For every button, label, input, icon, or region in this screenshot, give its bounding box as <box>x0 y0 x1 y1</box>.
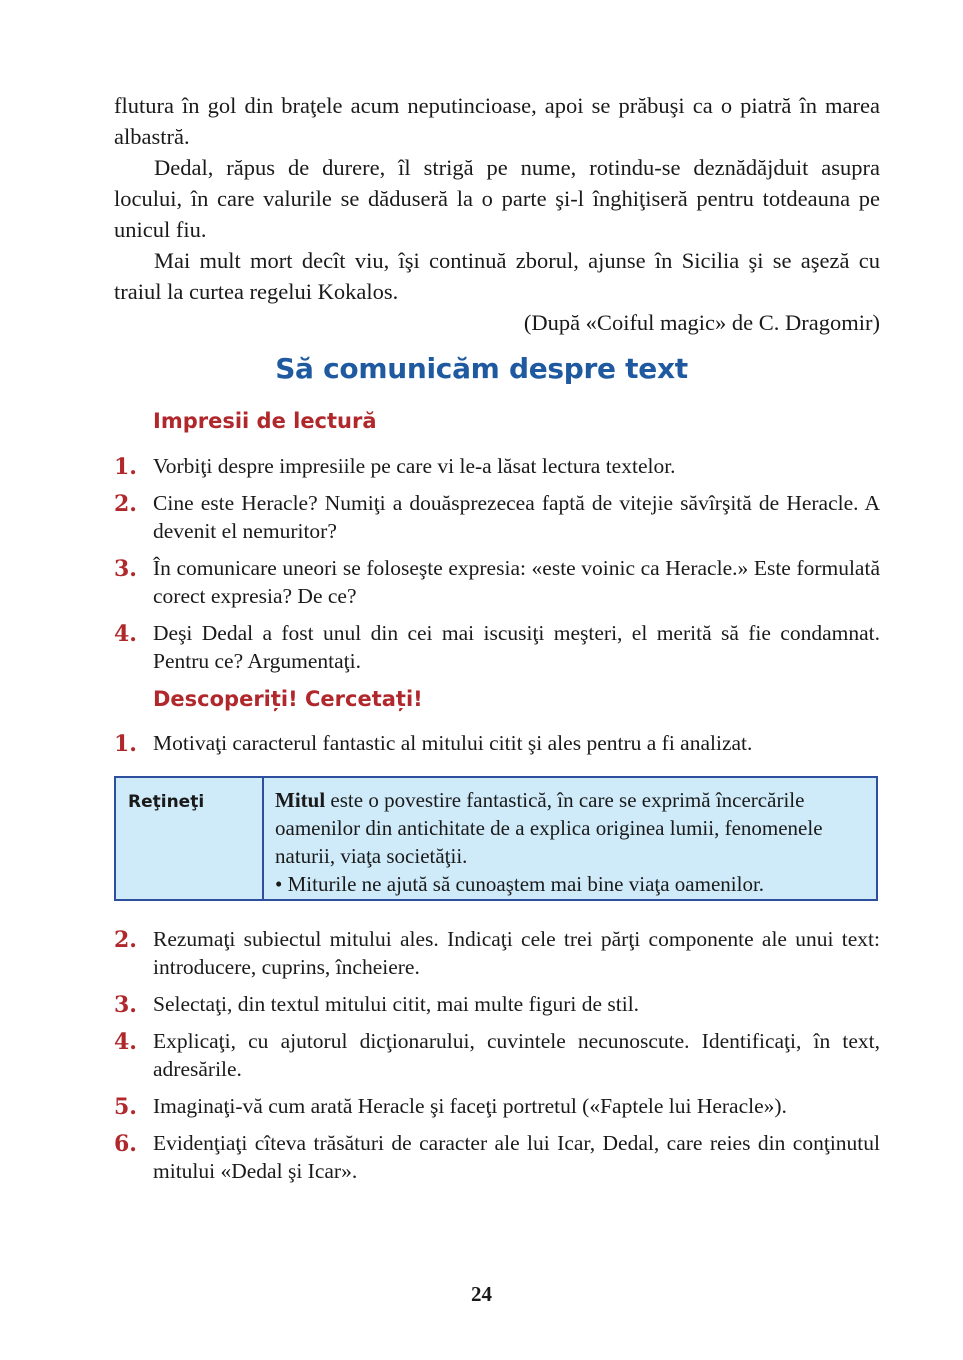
impresii-list <box>114 452 880 684</box>
story-paragraph-1: flutura în gol din braţele acum neputincioase, apoi se prăbuşi ca o piatră în marea albastră. <box>114 93 880 149</box>
retineti-definition <box>275 786 866 870</box>
descoperiti-list <box>114 729 880 766</box>
list-item <box>114 1092 880 1120</box>
list-item <box>114 990 880 1018</box>
item-number: 6. <box>114 1131 137 1157</box>
item-number: 1. <box>114 731 137 757</box>
retineti-bullet: • Miturile ne ajută să cunoaştem mai bine viaţa oamenilor. <box>275 872 765 896</box>
story-source: (După «Coiful magic» de C. Dragomir) <box>523 310 880 335</box>
retineti-definition-text: este o povestire fantastică, în care se exprimă încercările oamenilor din antichitate de a explica originea lumii, fenomenele naturii, viaţa societăţii. <box>275 788 823 868</box>
descoperiti-heading: Descoperiți! Cercetați! <box>153 687 423 711</box>
item-text: Vorbiţi despre impresiile pe care vi le-a lăsat lectura textelor. <box>153 454 676 478</box>
story-text <box>114 90 880 338</box>
item-number: 4. <box>114 1029 137 1055</box>
item-number: 1. <box>114 454 137 480</box>
list-item <box>114 452 880 480</box>
list-item <box>114 554 880 610</box>
story-paragraph-3: Mai mult mort decît viu, îşi continuă zborul, ajunse în Sicilia şi se aşeză cu traiul la curtea regelui Kokalos. <box>114 248 880 304</box>
list-item <box>114 925 880 981</box>
impresii-heading: Impresii de lectură <box>153 409 377 433</box>
item-text: Evidenţiaţi cîteva trăsături de caracter ale lui Icar, Dedal, care reies din conţinutul mitului «Dedal şi Icar». <box>153 1131 880 1183</box>
item-text: Selectaţi, din textul mitului citit, mai multe figuri de stil. <box>153 992 640 1016</box>
item-text: Cine este Heracle? Numiţi a douăsprezecea faptă de vitejie săvîrşită de Heracle. A devenit el nemuritor? <box>153 491 880 543</box>
page-number: 24 <box>471 1282 492 1306</box>
item-text: Rezumaţi subiectul mitului ales. Indicaţi cele trei părţi componente ale unui text: introducere, cuprins, încheiere. <box>153 927 880 979</box>
retineti-box <box>114 776 878 901</box>
item-text: Explicaţi, cu ajutorul dicţionarului, cuvintele necunoscute. Identificaţi, în text, adresările. <box>153 1029 880 1081</box>
story-paragraph-2: Dedal, răpus de durere, îl strigă pe nume, rotindu-se deznădăjduit asupra locului, în care valurile se dăduseră la o parte şi-l înghiţiseră pentru totdeauna pe unicul fiu. <box>114 155 880 242</box>
item-number: 3. <box>114 992 137 1018</box>
list-item <box>114 1027 880 1083</box>
list-item <box>114 489 880 545</box>
retineti-label: Reţineţi <box>116 778 264 899</box>
retineti-term: Mitul <box>275 788 326 812</box>
item-number: 2. <box>114 491 137 517</box>
item-number: 3. <box>114 556 137 582</box>
retineti-content <box>264 778 876 899</box>
list-item <box>114 729 880 757</box>
item-text: Deşi Dedal a fost unul din cei mai iscusiţi meşteri, el merită să fie condamnat. Pentru ce? Argumentaţi. <box>153 621 880 673</box>
list-item <box>114 1129 880 1185</box>
tasks-list <box>114 925 880 1194</box>
item-text: Imaginaţi-vă cum arată Heracle şi faceţi portretul («Faptele lui Heracle»). <box>153 1094 787 1118</box>
list-item <box>114 619 880 675</box>
item-number: 2. <box>114 927 137 953</box>
item-number: 5. <box>114 1094 137 1120</box>
item-number: 4. <box>114 621 137 647</box>
item-text: În comunicare uneori se foloseşte expresia: «este voinic ca Heracle.» Este formulată corect expresia? De ce? <box>153 556 880 608</box>
item-text: Motivaţi caracterul fantastic al mitului citit şi ales pentru a fi analizat. <box>153 731 753 755</box>
section-title: Să comunicăm despre text <box>275 352 688 385</box>
